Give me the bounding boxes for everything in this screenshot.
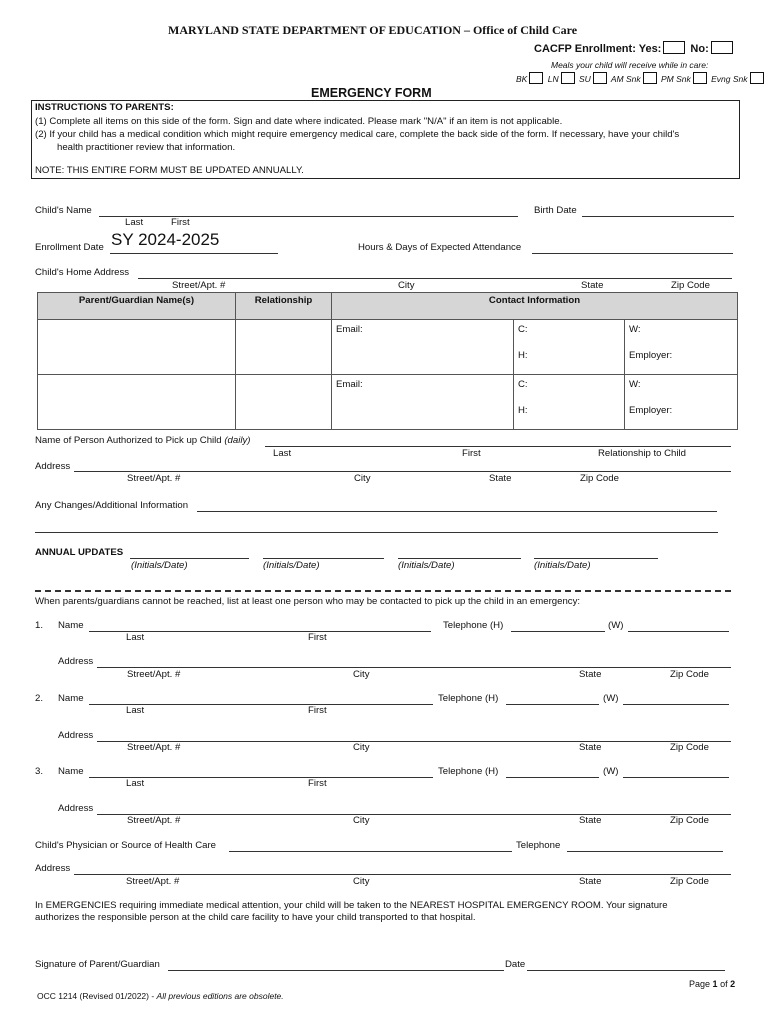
signature-date-field[interactable] — [527, 970, 725, 971]
meal-evng-checkbox[interactable] — [750, 72, 764, 84]
contact-3-tel-h-field[interactable] — [506, 777, 599, 778]
cell-phone-label: C: — [518, 379, 528, 390]
page-current: 1 — [712, 979, 718, 989]
contact-1-number: 1. — [35, 620, 44, 631]
physician-address-field[interactable] — [74, 874, 731, 875]
contact-1-tel-h-field[interactable] — [511, 631, 605, 632]
page-number — [689, 979, 735, 989]
meal-ln-label: LN — [547, 74, 559, 84]
contact-2-zip-caption: Zip Code — [670, 742, 709, 753]
emergency-intro: When parents/guardians cannot be reached, list at least one person who may be contacted to pick up the child in an emergency: — [35, 596, 581, 607]
work-phone-label: W: — [629, 324, 641, 335]
instruction-2: (2) If your child has a medical condition which might require emergency medical care, complete the back side of the form. If necessary, have your child's — [35, 129, 680, 140]
emergency-note-line-2: authorizes the responsible person at the child care facility to have your child transported to that hospital. — [35, 912, 476, 923]
annual-update-2-field[interactable] — [263, 558, 384, 559]
contact-1-city-caption: City — [353, 669, 370, 680]
annual-updates-label: ANNUAL UPDATES — [35, 547, 124, 558]
meal-bk-label: BK — [516, 74, 528, 84]
home-state-caption: State — [581, 280, 604, 291]
pickup-address-field[interactable] — [74, 471, 731, 472]
contact-3-street-caption: Street/Apt. # — [127, 815, 181, 826]
meal-am-checkbox[interactable] — [643, 72, 657, 84]
meal-am-label: AM Snk — [610, 74, 641, 84]
birth-date-field[interactable] — [582, 216, 734, 217]
pickup-city-caption: City — [354, 473, 371, 484]
birth-date-label: Birth Date — [534, 205, 577, 216]
contact-2-address-field[interactable] — [97, 741, 731, 742]
contact-2-tel-w-field[interactable] — [623, 704, 729, 705]
parent-2-relationship-cell[interactable] — [236, 375, 332, 430]
header-contact-info: Contact Information — [332, 293, 738, 320]
physician-field[interactable] — [229, 851, 512, 852]
physician-address-label: Address — [35, 863, 71, 874]
agency-title: MARYLAND STATE DEPARTMENT OF EDUCATION – Office of Child Care — [168, 23, 578, 37]
contact-2-first-caption: First — [308, 705, 327, 716]
contact-1-tel-label: Telephone (H) — [443, 620, 504, 631]
instruction-1: (1) Complete all items on this side of the form. Sign and date where indicated. Please mark "N/A" if an item is not applicable. — [35, 116, 563, 127]
physician-tel-field[interactable] — [567, 851, 723, 852]
contact-1-name-label: Name — [58, 620, 84, 631]
emergency-note-line-1: In EMERGENCIES requiring immediate medical attention, your child will be taken to the NEAREST HOSPITAL EMERGENCY ROOM. Your signature — [35, 900, 668, 911]
parent-2-phone-cell[interactable] — [514, 375, 625, 430]
work-phone-label: W: — [629, 379, 641, 390]
physician-tel-label: Telephone — [516, 840, 561, 851]
page-of: of — [720, 979, 728, 989]
parent-1-phone-cell[interactable] — [514, 320, 625, 375]
pickup-address-label: Address — [35, 461, 71, 472]
form-id — [37, 991, 284, 1001]
contact-3-number: 3. — [35, 766, 44, 777]
changes-field-2[interactable] — [35, 532, 718, 533]
contact-1-first-caption: First — [308, 632, 327, 643]
pickup-label-text: Name of Person Authorized to Pick up Child — [35, 435, 222, 446]
contact-2-last-caption: Last — [126, 705, 145, 716]
page-prefix: Page — [689, 979, 711, 989]
annual-update-3-field[interactable] — [398, 558, 521, 559]
meals-checkboxes — [516, 72, 766, 84]
home-phone-label: H: — [518, 405, 528, 416]
form-id-text: OCC 1214 (Revised 01/2022) - — [37, 991, 155, 1001]
pickup-street-caption: Street/Apt. # — [127, 473, 181, 484]
parent-1-email-cell[interactable] — [332, 320, 514, 375]
physician-state-caption: State — [579, 876, 602, 887]
changes-label: Any Changes/Additional Information — [35, 500, 189, 511]
child-first-caption: First — [171, 217, 190, 228]
page-total: 2 — [730, 979, 736, 989]
changes-field-1[interactable] — [197, 511, 717, 512]
annual-update-3-caption: (Initials/Date) — [398, 560, 455, 571]
home-street-caption: Street/Apt. # — [172, 280, 226, 291]
contact-3-state-caption: State — [579, 815, 602, 826]
meals-note: Meals your child will receive while in care: — [551, 60, 709, 70]
signature-label: Signature of Parent/Guardian — [35, 959, 160, 970]
cell-phone-label: C: — [518, 324, 528, 335]
contact-3-zip-caption: Zip Code — [670, 815, 709, 826]
employer-label: Employer: — [629, 350, 673, 361]
hours-field[interactable] — [532, 253, 733, 254]
contact-1-street-caption: Street/Apt. # — [127, 669, 181, 680]
meal-pm-checkbox[interactable] — [693, 72, 707, 84]
contact-3-tel-w-field[interactable] — [623, 777, 729, 778]
contact-3-address-label: Address — [58, 803, 94, 814]
cacfp-no-label: No: — [690, 43, 709, 55]
instructions-heading: INSTRUCTIONS TO PARENTS: — [35, 102, 174, 113]
child-name-field[interactable] — [99, 216, 518, 217]
section-divider — [35, 590, 731, 592]
header-parent-name: Parent/Guardian Name(s) — [38, 293, 236, 320]
meal-bk-checkbox[interactable] — [529, 72, 543, 84]
contact-3-address-field[interactable] — [97, 814, 731, 815]
parent-2-work-cell[interactable] — [625, 375, 738, 430]
annual-update-1-field[interactable] — [130, 558, 249, 559]
parent-2-name-cell[interactable] — [38, 375, 236, 430]
signature-field[interactable] — [168, 970, 504, 971]
parent-1-work-cell[interactable] — [625, 320, 738, 375]
contact-3-city-caption: City — [353, 815, 370, 826]
annual-update-4-field[interactable] — [534, 558, 658, 559]
contact-3-first-caption: First — [308, 778, 327, 789]
email-label: Email: — [336, 324, 363, 335]
contact-3-tel-label: Telephone (H) — [438, 766, 499, 777]
contact-1-tel-w-label: (W) — [608, 620, 624, 631]
meal-su-label: SU — [578, 74, 591, 84]
pickup-label — [35, 435, 250, 446]
contact-2-state-caption: State — [579, 742, 602, 753]
pickup-daily: (daily) — [224, 435, 251, 446]
annual-note: NOTE: THIS ENTIRE FORM MUST BE UPDATED ANNUALLY. — [35, 165, 304, 176]
contact-1-address-label: Address — [58, 656, 94, 667]
enrollment-date-field[interactable] — [110, 253, 278, 254]
enrollment-date-value: SY 2024-2025 — [111, 230, 220, 249]
email-label: Email: — [336, 379, 363, 390]
home-phone-label: H: — [518, 350, 528, 361]
physician-city-caption: City — [353, 876, 370, 887]
home-city-caption: City — [398, 280, 415, 291]
physician-street-caption: Street/Apt. # — [126, 876, 180, 887]
contact-2-tel-h-field[interactable] — [506, 704, 599, 705]
contact-2-street-caption: Street/Apt. # — [127, 742, 181, 753]
meal-evng-label: Evng Snk — [711, 74, 748, 84]
enrollment-date-label: Enrollment Date — [35, 242, 104, 253]
home-zip-caption: Zip Code — [671, 280, 710, 291]
contact-2-city-caption: City — [353, 742, 370, 753]
parent-2-email-cell[interactable] — [332, 375, 514, 430]
home-address-field[interactable] — [138, 278, 732, 279]
header-relationship: Relationship — [236, 293, 332, 320]
physician-zip-caption: Zip Code — [670, 876, 709, 887]
meal-pm-label: PM Snk — [660, 74, 691, 84]
contact-2-tel-label: Telephone (H) — [438, 693, 499, 704]
pickup-last-caption: Last — [273, 448, 292, 459]
annual-update-1-caption: (Initials/Date) — [131, 560, 188, 571]
meal-su-checkbox[interactable] — [593, 72, 607, 84]
contact-2-name-label: Name — [58, 693, 84, 704]
pickup-relationship-caption: Relationship to Child — [598, 448, 686, 459]
contact-2-number: 2. — [35, 693, 44, 704]
pickup-zip-caption: Zip Code — [580, 473, 619, 484]
contact-1-address-field[interactable] — [97, 667, 731, 668]
cacfp-no-checkbox[interactable] — [711, 41, 733, 54]
annual-update-2-caption: (Initials/Date) — [263, 560, 320, 571]
home-address-label: Child's Home Address — [35, 267, 130, 278]
hours-label: Hours & Days of Expected Attendance — [358, 242, 522, 253]
contact-1-zip-caption: Zip Code — [670, 669, 709, 680]
parent-1-relationship-cell[interactable] — [236, 320, 332, 375]
contact-2-tel-w-label: (W) — [603, 693, 619, 704]
pickup-first-caption: First — [462, 448, 481, 459]
instruction-2-cont: health practitioner review that information. — [57, 142, 236, 153]
contact-1-state-caption: State — [579, 669, 602, 680]
contact-1-last-caption: Last — [126, 632, 145, 643]
cacfp-yes-checkbox[interactable] — [663, 41, 685, 54]
pickup-state-caption: State — [489, 473, 512, 484]
pickup-name-field[interactable] — [265, 446, 731, 447]
parent-contact-table — [37, 292, 738, 430]
obsolete-note: All previous editions are obsolete. — [156, 991, 284, 1001]
child-last-caption: Last — [125, 217, 144, 228]
annual-update-4-caption: (Initials/Date) — [534, 560, 591, 571]
signature-date-label: Date — [505, 959, 526, 970]
contact-3-tel-w-label: (W) — [603, 766, 619, 777]
form-title: EMERGENCY FORM — [311, 86, 432, 100]
cacfp-enrollment — [534, 41, 735, 55]
meal-ln-checkbox[interactable] — [561, 72, 575, 84]
contact-1-tel-w-field[interactable] — [628, 631, 729, 632]
parent-1-name-cell[interactable] — [38, 320, 236, 375]
employer-label: Employer: — [629, 405, 673, 416]
physician-label: Child's Physician or Source of Health Care — [35, 840, 216, 851]
contact-3-name-label: Name — [58, 766, 84, 777]
contact-3-last-caption: Last — [126, 778, 145, 789]
cacfp-label: CACFP Enrollment: Yes: — [534, 43, 662, 55]
child-name-label: Child's Name — [35, 205, 92, 216]
contact-2-address-label: Address — [58, 730, 94, 741]
